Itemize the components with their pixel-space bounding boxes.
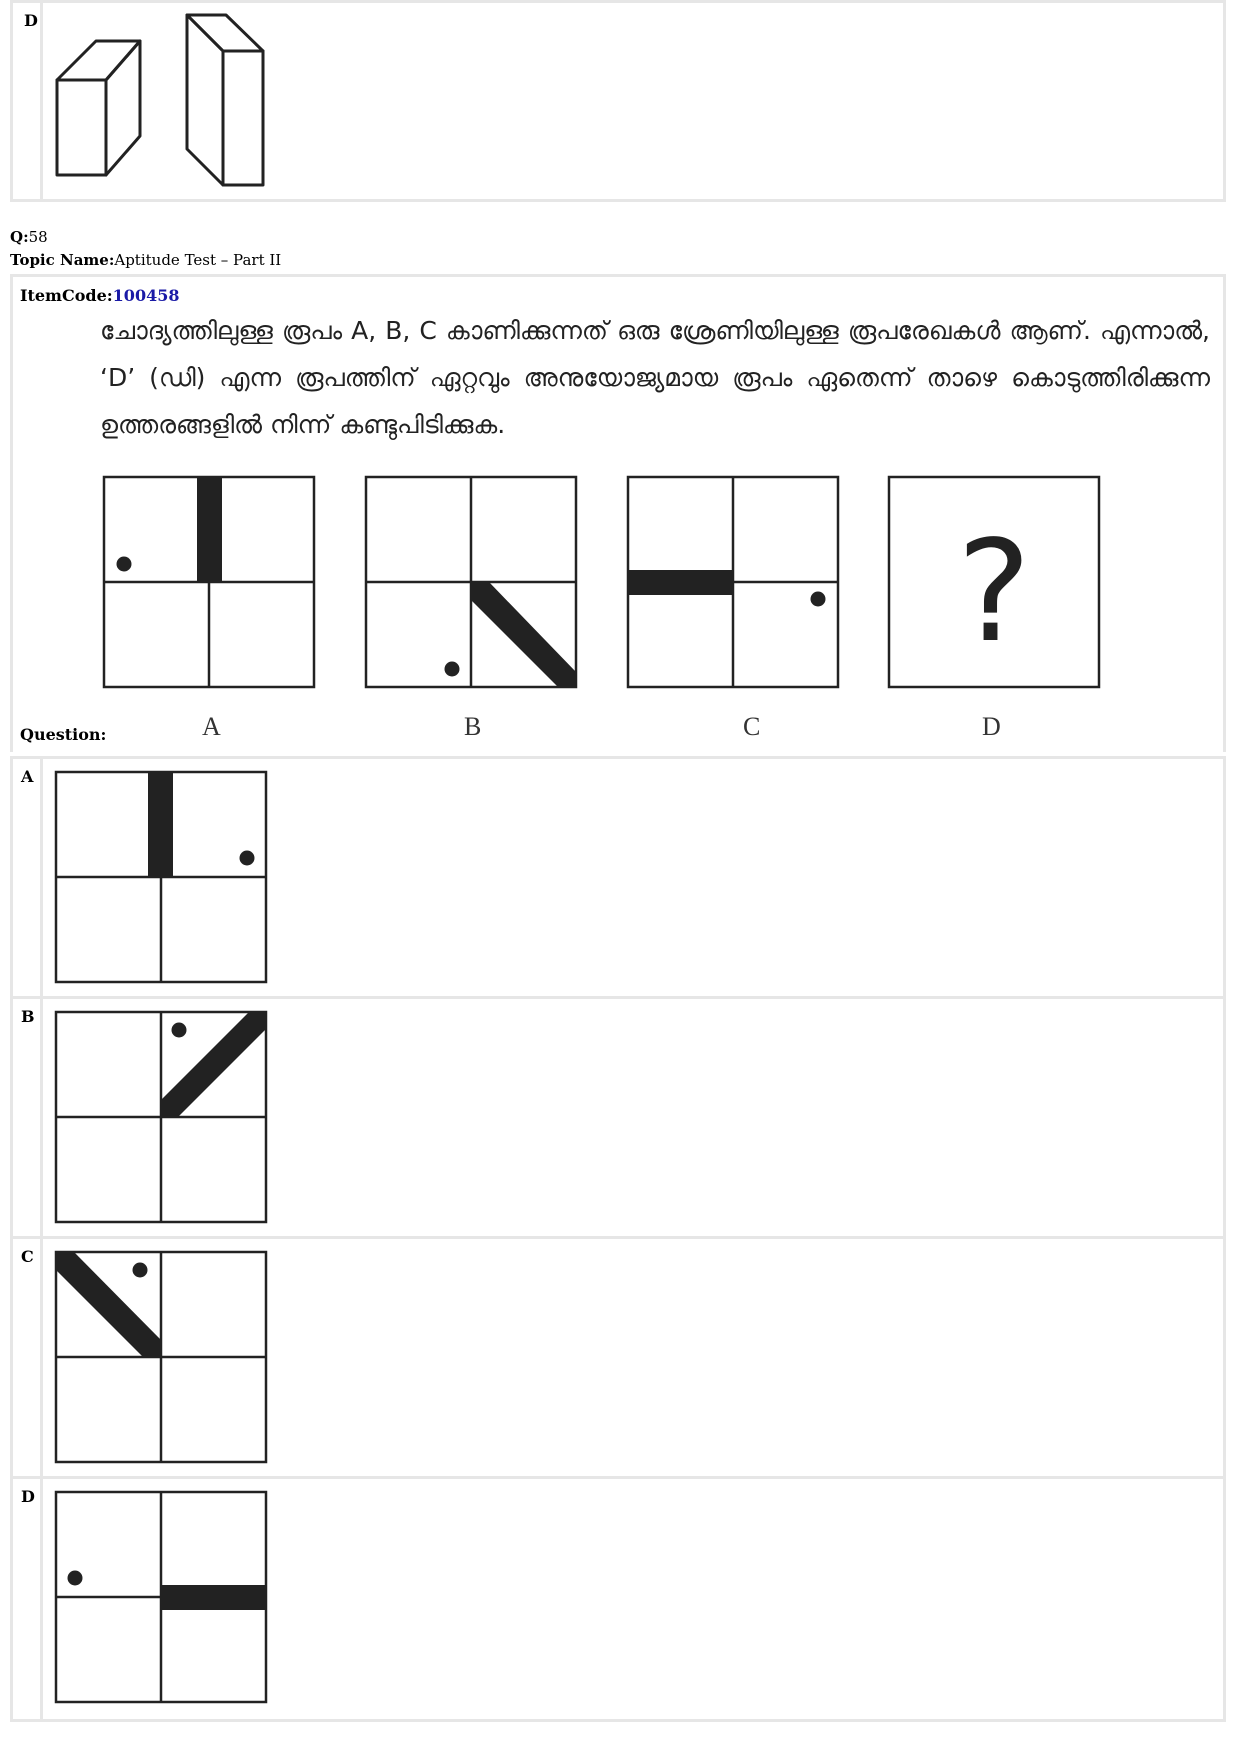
option-letter-d[interactable]: D xyxy=(21,1487,35,1506)
itemcode-value: 100458 xyxy=(112,286,180,305)
option-letter-c[interactable]: C xyxy=(21,1247,34,1266)
option-letter-b[interactable]: B xyxy=(21,1007,35,1026)
figure-label-d: D xyxy=(982,712,1001,741)
option-b-dot xyxy=(172,1023,187,1038)
option-letter-a[interactable]: A xyxy=(21,767,34,786)
prev-option-letter: D xyxy=(24,11,38,30)
option-d-bar xyxy=(161,1585,266,1610)
itemcode-label: ItemCode: xyxy=(20,286,113,305)
figure-label-b: B xyxy=(464,712,482,741)
option-a-dot xyxy=(240,851,255,866)
option-c-dot xyxy=(133,1263,148,1278)
topic-label: Topic Name: xyxy=(10,251,115,269)
topic-value: Aptitude Test – Part II xyxy=(114,251,282,269)
option-a-bar xyxy=(148,772,173,877)
figure-label-c: C xyxy=(743,712,761,741)
question-text: ചോദ്യത്തിലുള്ള രൂപം A, B, C കാണിക്കുന്നത് ഒരു ശ്രേണിയിലുള്ള രൂപരേഖകൾ ആണ്. എന്നാൽ, ‘D’ (ഡി) എന്ന രൂപത്തിന് ഏറ്റവും അനുയോജ്യമായ രൂപം ഏതെന്ന് താഴെ കൊടുത്തിരിക്കുന്ന ഉത്തരങ്ങളിൽ നിന്ന് കണ്ടുപിടിക്കുക. xyxy=(100,316,1210,439)
q-label: Q: xyxy=(10,228,29,246)
question-label: Question: xyxy=(20,725,107,744)
q-number: 58 xyxy=(28,228,48,246)
option-d-dot xyxy=(68,1571,83,1586)
figure-d-symbol: ? xyxy=(956,511,1032,674)
figure-label-a: A xyxy=(202,712,221,741)
